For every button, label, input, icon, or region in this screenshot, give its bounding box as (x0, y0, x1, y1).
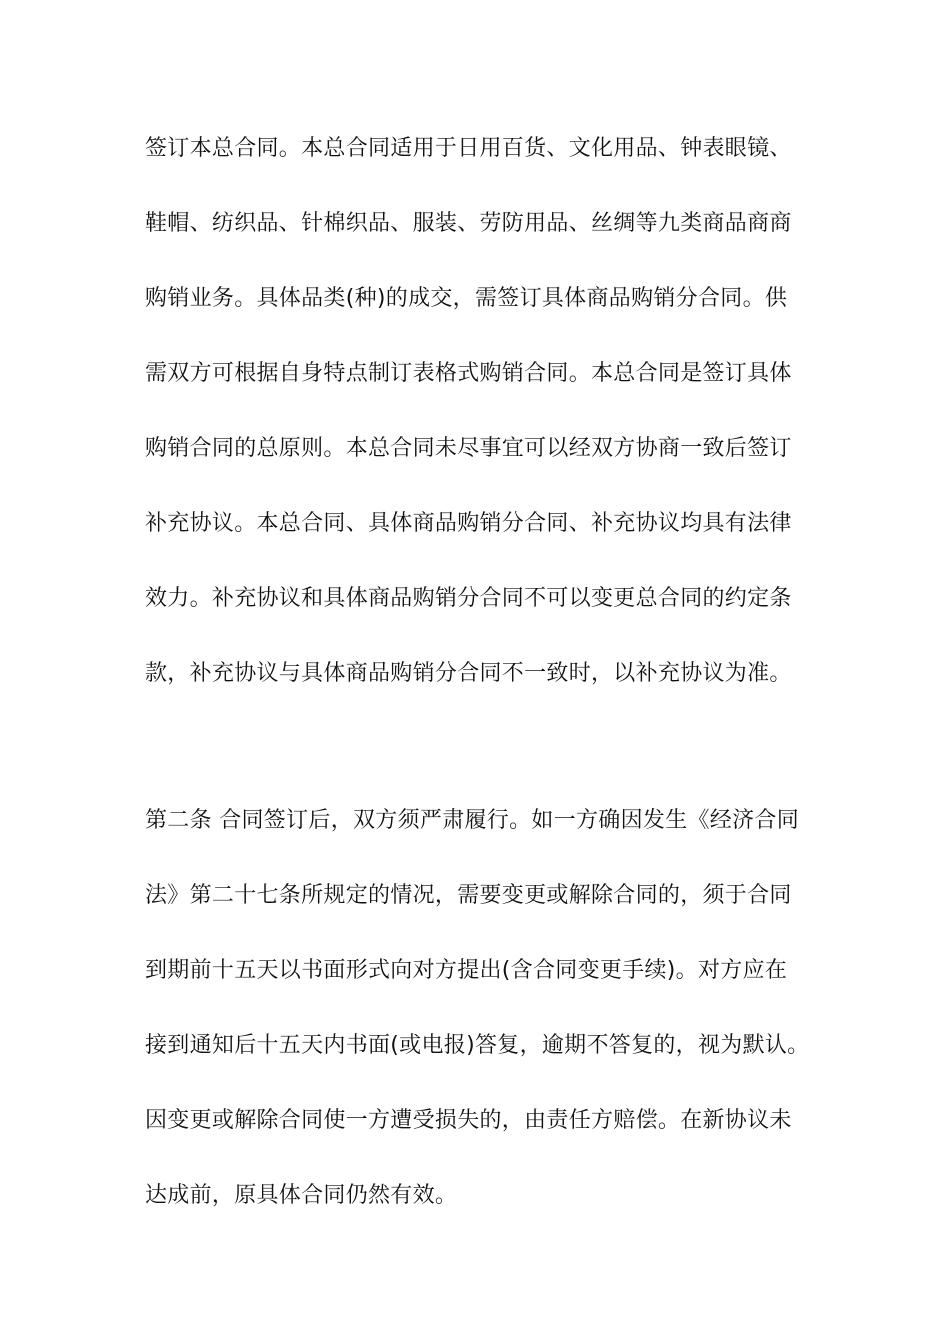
text-line: 需双方可根据自身特点制订表格式购销合同。本总合同是签订具体 (145, 361, 792, 386)
text-line: 款，补充协议与具体商品购销分合同不一致时，以补充协议为准。 (145, 661, 792, 686)
text-line: 达成前，原具体合同仍然有效。 (145, 1183, 458, 1208)
text-line: 效力。补充协议和具体商品购销分合同不可以变更总合同的约定条 (145, 586, 792, 611)
text-line: 第二条 合同签订后，双方须严肃履行。如一方确因发生《经济合同 (145, 808, 799, 833)
text-line: 到期前十五天以书面形式向对方提出(含合同变更手续)。对方应在 (145, 958, 788, 983)
text-line: 签订本总合同。本总合同适用于日用百货、文化用品、钟表眼镜、 (145, 136, 792, 161)
text-line: 接到通知后十五天内书面(或电报)答复，逾期不答复的，视为默认。 (145, 1033, 810, 1058)
text-line: 因变更或解除合同使一方遭受损失的，由责任方赔偿。在新协议未 (145, 1108, 792, 1133)
text-line: 补充协议。本总合同、具体商品购销分合同、补充协议均具有法律 (145, 511, 792, 536)
text-line: 购销合同的总原则。本总合同未尽事宜可以经双方协商一致后签订 (145, 436, 792, 461)
text-line: 法》第二十七条所规定的情况，需要变更或解除合同的，须于合同 (145, 883, 792, 908)
text-line: 购销业务。具体品类(种)的成交，需签订具体商品购销分合同。供 (145, 286, 788, 311)
text-line: 鞋帽、纺织品、针棉织品、服装、劳防用品、丝绸等九类商品商商 (145, 211, 792, 236)
